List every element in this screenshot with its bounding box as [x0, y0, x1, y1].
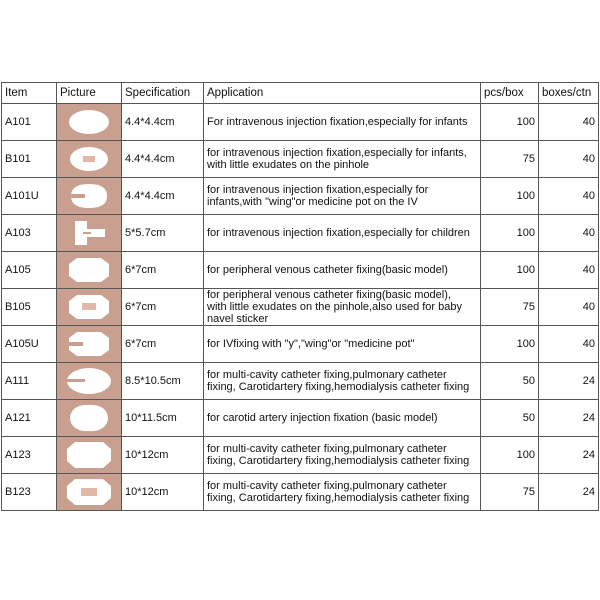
large-octagon-pad-dressing-icon	[61, 474, 117, 510]
picture-cell	[57, 215, 122, 252]
application-text	[204, 178, 481, 215]
picture-cell	[57, 474, 122, 511]
picture-cell	[57, 104, 122, 141]
table-row	[2, 326, 599, 363]
notched-dressing-icon	[61, 178, 117, 214]
application-line-1: for multi-cavity catheter fixing,pulmonary catheter	[207, 443, 447, 455]
item-code: A101U	[2, 178, 57, 215]
table-row	[2, 474, 599, 511]
table-row	[2, 104, 599, 141]
header-application: Application	[204, 83, 481, 104]
item-code: A103	[2, 215, 57, 252]
oval-dressing-icon	[61, 104, 117, 140]
table-row	[2, 215, 599, 252]
header-pcs-box: pcs/box	[481, 83, 539, 104]
octagon-notched-dressing-icon	[61, 326, 117, 362]
boxes-per-carton: 24	[539, 400, 599, 437]
boxes-per-carton: 40	[539, 215, 599, 252]
application-text	[204, 400, 481, 437]
large-octagon-dressing-icon	[61, 437, 117, 473]
specification-value: 5*5.7cm	[122, 215, 204, 252]
application-line-1: for intravenous injection fixation,especially for	[207, 184, 429, 196]
picture-cell	[57, 178, 122, 215]
application-line-1: for multi-cavity catheter fixing,pulmonary catheter	[207, 480, 447, 492]
octagon-dressing-pad-icon	[61, 289, 117, 325]
boxes-per-carton: 24	[539, 437, 599, 474]
application-text	[204, 104, 481, 141]
header-specification: Specification	[122, 83, 204, 104]
application-line-1: for carotid artery injection fixation (basic model)	[207, 412, 438, 424]
item-code: A101	[2, 104, 57, 141]
boxes-per-carton: 40	[539, 141, 599, 178]
scalloped-dressing-icon	[61, 400, 117, 436]
picture-cell	[57, 437, 122, 474]
pcs-per-box: 100	[481, 326, 539, 363]
pcs-per-box: 75	[481, 474, 539, 511]
application-text	[204, 141, 481, 178]
pcs-per-box: 100	[481, 215, 539, 252]
item-code: B123	[2, 474, 57, 511]
table-row	[2, 363, 599, 400]
boxes-per-carton: 40	[539, 326, 599, 363]
specification-value: 6*7cm	[122, 289, 204, 326]
specification-value: 10*11.5cm	[122, 400, 204, 437]
pcs-per-box: 75	[481, 141, 539, 178]
specification-value: 8.5*10.5cm	[122, 363, 204, 400]
application-line-1: for multi-cavity catheter fixing,pulmonary catheter	[207, 369, 447, 381]
application-text	[204, 289, 481, 326]
application-line-1: for peripheral venous catheter fixing(basic model),	[207, 289, 451, 301]
pcs-per-box: 100	[481, 178, 539, 215]
application-line-1: For intravenous injection fixation,especially for infants	[207, 116, 468, 128]
table-row	[2, 252, 599, 289]
table-row	[2, 437, 599, 474]
item-code: A123	[2, 437, 57, 474]
item-code: A105U	[2, 326, 57, 363]
header-item: Item	[2, 83, 57, 104]
header-boxes-ctn: boxes/ctn	[539, 83, 599, 104]
specification-value: 4.4*4.4cm	[122, 141, 204, 178]
specification-value: 6*7cm	[122, 252, 204, 289]
item-code: A111	[2, 363, 57, 400]
pcs-per-box: 100	[481, 252, 539, 289]
table-row	[2, 141, 599, 178]
application-text	[204, 363, 481, 400]
specification-value: 10*12cm	[122, 474, 204, 511]
picture-cell	[57, 400, 122, 437]
pcs-per-box: 100	[481, 437, 539, 474]
boxes-per-carton: 40	[539, 289, 599, 326]
application-text	[204, 437, 481, 474]
boxes-per-carton: 24	[539, 474, 599, 511]
specification-value: 10*12cm	[122, 437, 204, 474]
header-picture: Picture	[57, 83, 122, 104]
picture-cell	[57, 252, 122, 289]
picture-cell	[57, 141, 122, 178]
application-line-1: for intravenous injection fixation,especially for infants,	[207, 147, 467, 159]
application-line-1: for intravenous injection fixation,especially for children	[207, 227, 470, 239]
round-slit-dressing-icon	[61, 363, 117, 399]
pcs-per-box: 50	[481, 400, 539, 437]
application-text	[204, 252, 481, 289]
boxes-per-carton: 24	[539, 363, 599, 400]
boxes-per-carton: 40	[539, 104, 599, 141]
picture-cell	[57, 363, 122, 400]
boxes-per-carton: 40	[539, 252, 599, 289]
application-line-2: fixing, Carotidartery fixing,hemodialysis catheter fixing	[207, 492, 470, 504]
application-line-2: fixing, Carotidartery fixing,hemodialysis catheter fixing	[207, 455, 470, 467]
application-line-2: with little exudates on the pinhole,also used for baby	[207, 301, 462, 313]
specification-value: 6*7cm	[122, 326, 204, 363]
application-text	[204, 326, 481, 363]
specification-value: 4.4*4.4cm	[122, 178, 204, 215]
table-row	[2, 289, 599, 326]
picture-cell	[57, 289, 122, 326]
boxes-per-carton: 40	[539, 178, 599, 215]
item-code: B101	[2, 141, 57, 178]
specification-value: 4.4*4.4cm	[122, 104, 204, 141]
item-code: A105	[2, 252, 57, 289]
application-line-1: for IVfixing with "y","wing"or "medicine pot"	[207, 338, 415, 350]
item-code: B105	[2, 289, 57, 326]
item-code: A121	[2, 400, 57, 437]
application-line-1: for peripheral venous catheter fixing(basic model)	[207, 264, 448, 276]
application-text	[204, 215, 481, 252]
application-line-3: navel sticker	[207, 313, 269, 325]
application-line-2: fixing, Carotidartery fixing,hemodialysis catheter fixing	[207, 381, 470, 393]
table-row	[2, 178, 599, 215]
pcs-per-box: 75	[481, 289, 539, 326]
application-line-2: infants,with "wing"or medicine pot on the IV	[207, 196, 418, 208]
shaped-dressing-icon	[61, 215, 117, 251]
picture-cell	[57, 326, 122, 363]
octagon-dressing-icon	[61, 252, 117, 288]
pcs-per-box: 50	[481, 363, 539, 400]
oval-dressing-pad-icon	[61, 141, 117, 177]
table-header-row	[2, 83, 599, 104]
application-text	[204, 474, 481, 511]
pcs-per-box: 100	[481, 104, 539, 141]
table-row	[2, 400, 599, 437]
product-spec-table	[1, 82, 599, 511]
application-line-2: with little exudates on the pinhole	[207, 159, 370, 171]
